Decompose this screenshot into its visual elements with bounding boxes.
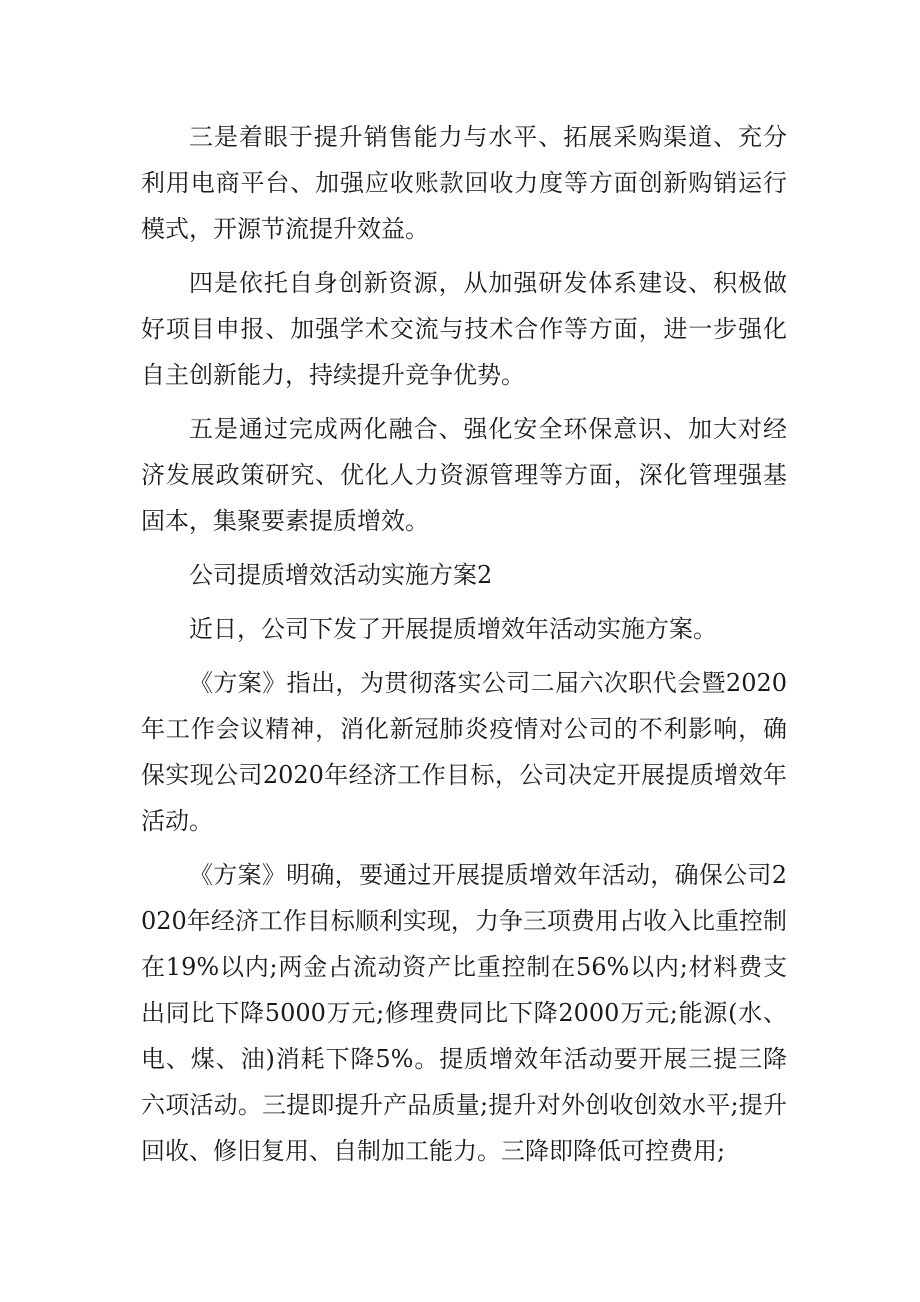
document-body	[141, 114, 787, 1182]
paragraph-intro: 近日，公司下发了开展提质增效年活动实施方案。	[189, 615, 717, 643]
paragraph-3: 三是着眼于提升销售能力与水平、拓展采购渠道、充分利用电商平台、加强应收账款回收力度等方面创新购销运行模式，开源节流提升效益。	[141, 123, 787, 243]
paragraph-5: 五是通过完成两化融合、强化安全环保意识、加大对经济发展政策研究、优化人力资源管理等方面，深化管理强基固本，集聚要素提质增效。	[141, 415, 787, 535]
section-heading: 公司提质增效活动实施方案2	[189, 561, 493, 589]
paragraph-4: 四是依托自身创新资源，从加强研发体系建设、积极做好项目申报、加强学术交流与技术合作等方面，进一步强化自主创新能力，持续提升竞争优势。	[141, 269, 787, 389]
paragraph-plan-targets: 《方案》明确，要通过开展提质增效年活动，确保公司2020年经济工作目标顺利实现，力争三项费用占收入比重控制在19%以内;两金占流动资产比重控制在56%以内;材料费支出同比下降5000万元;修理费同比下降2000万元;能源(水、电、煤、油)消耗下降5%。提质增效年活动要开展三提三降六项活动。三提即提升产品质量;提升对外创收创效水平;提升回收、修旧复用、自制加工能力。三降即降低可控费用;	[141, 861, 787, 1165]
paragraph-plan-points: 《方案》指出，为贯彻落实公司二届六次职代会暨2020年工作会议精神，消化新冠肺炎疫情对公司的不利影响，确保实现公司2020年经济工作目标，公司决定开展提质增效年活动。	[141, 669, 787, 835]
